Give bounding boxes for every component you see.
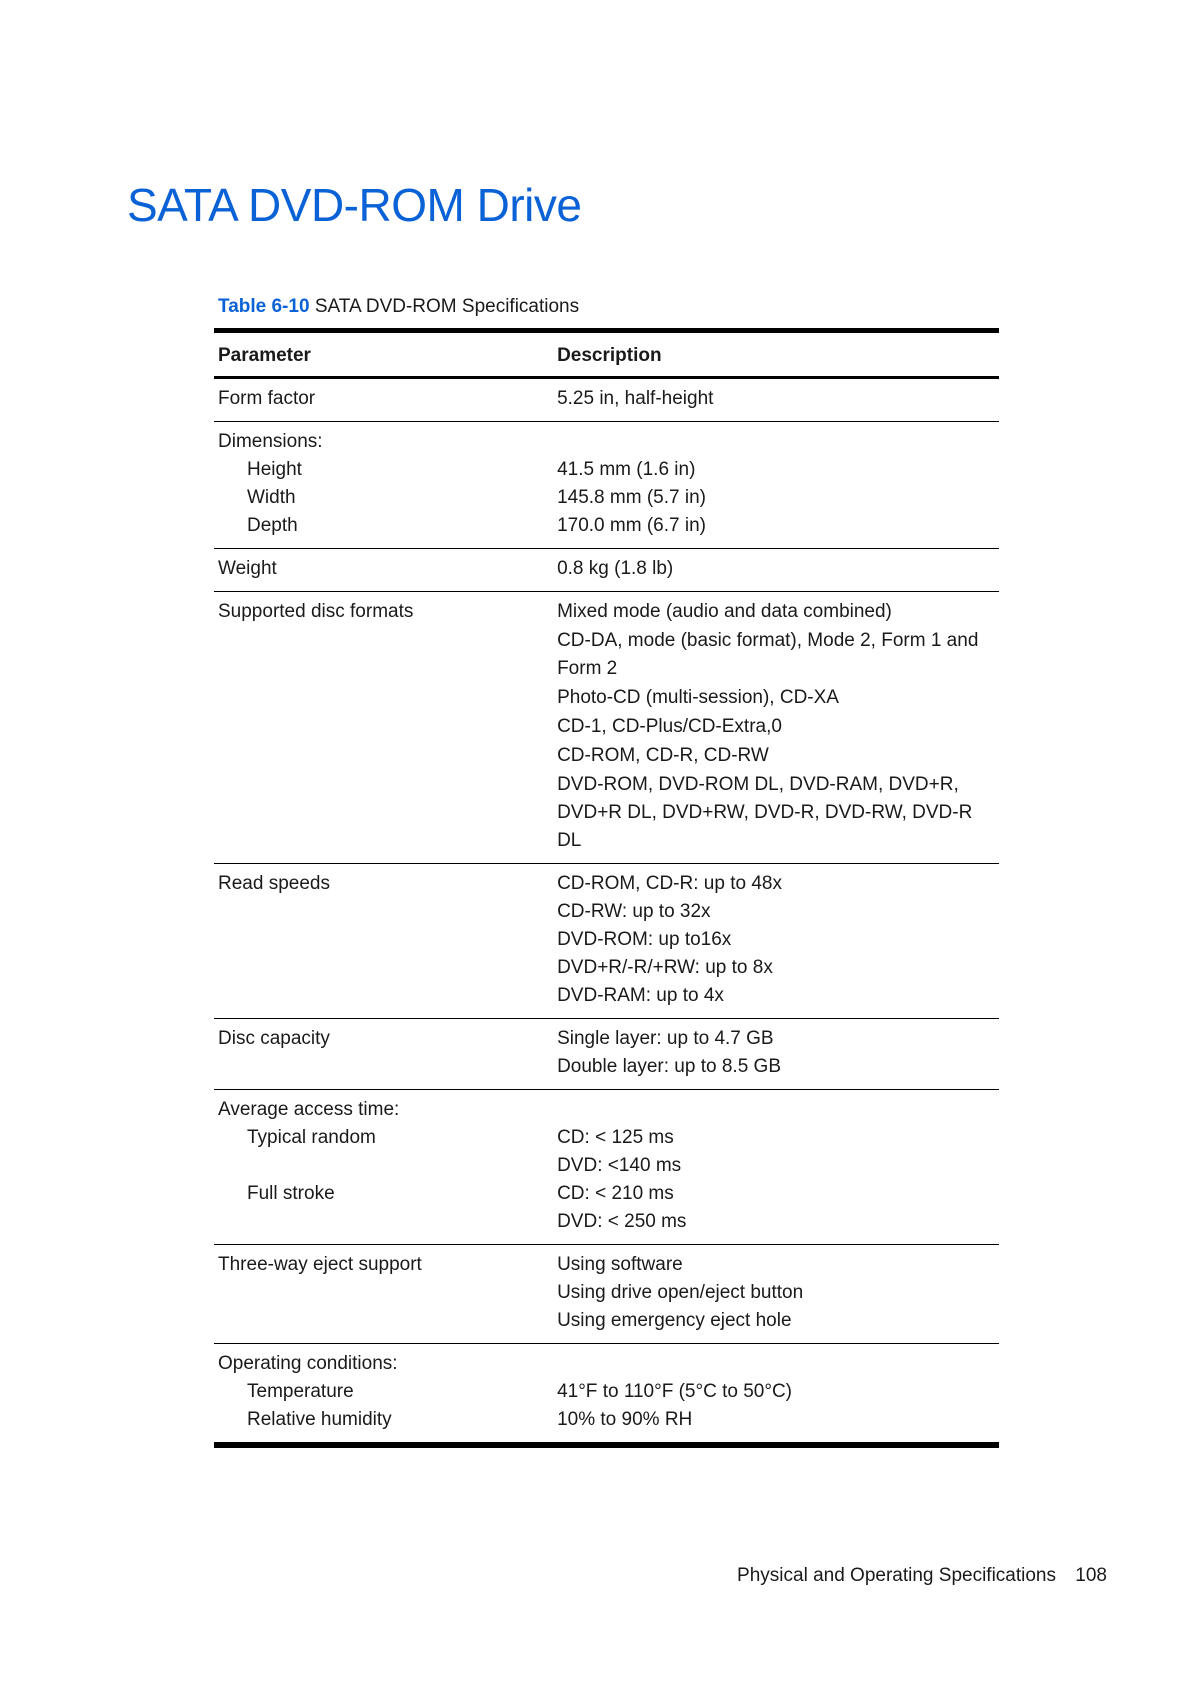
row-parameter bbox=[214, 864, 553, 1019]
description-line: CD: < 125 ms bbox=[557, 1127, 674, 1148]
parameter-label: Disc capacity bbox=[218, 1028, 330, 1049]
sub-parameter-label: Relative humidity bbox=[247, 1409, 392, 1430]
description-line: Using emergency eject hole bbox=[557, 1310, 792, 1331]
spacer bbox=[557, 428, 995, 456]
description-line: DVD-ROM, DVD-ROM DL, DVD-RAM, DVD+R, DVD+R DL, DVD+RW, DVD-R, DVD-RW, DVD-R DL bbox=[557, 774, 973, 851]
table-row bbox=[214, 1090, 999, 1245]
description-line: DVD: <140 ms bbox=[557, 1155, 682, 1176]
row-description bbox=[553, 592, 999, 864]
description-line: 5.25 in, half-height bbox=[557, 388, 714, 409]
table-row bbox=[214, 549, 999, 592]
description-line: CD: < 210 ms bbox=[557, 1183, 674, 1204]
table-row bbox=[214, 378, 999, 422]
row-description bbox=[553, 1090, 999, 1245]
table-caption bbox=[218, 296, 579, 318]
parameter-label: Operating conditions: bbox=[218, 1353, 398, 1374]
sub-parameter-label: Depth bbox=[247, 515, 298, 536]
sub-parameter-label: Typical random bbox=[247, 1127, 376, 1148]
description-line: CD-ROM, CD-R: up to 48x bbox=[557, 873, 782, 894]
row-parameter bbox=[214, 422, 553, 549]
description-line: Double layer: up to 8.5 GB bbox=[557, 1056, 781, 1077]
row-parameter bbox=[214, 1245, 553, 1344]
sub-parameter-label: Width bbox=[247, 487, 296, 508]
table-row bbox=[214, 592, 999, 864]
parameter-label: Dimensions: bbox=[218, 431, 323, 452]
description-line: CD-ROM, CD-R, CD-RW bbox=[557, 745, 769, 766]
parameter-label: Form factor bbox=[218, 388, 316, 409]
table-row bbox=[214, 422, 999, 549]
description-line: DVD-RAM: up to 4x bbox=[557, 985, 724, 1006]
parameter-label: Supported disc formats bbox=[218, 601, 414, 622]
description-line: Using drive open/eject button bbox=[557, 1282, 804, 1303]
row-parameter bbox=[214, 1019, 553, 1090]
table-row bbox=[214, 1019, 999, 1090]
parameter-label: Weight bbox=[218, 558, 277, 579]
description-line: Single layer: up to 4.7 GB bbox=[557, 1028, 774, 1049]
row-parameter bbox=[214, 549, 553, 592]
description-line: 0.8 kg (1.8 lb) bbox=[557, 558, 674, 579]
row-description bbox=[553, 378, 999, 422]
table-row bbox=[214, 1344, 999, 1446]
description-line: Using software bbox=[557, 1254, 683, 1275]
description-line: 145.8 mm (5.7 in) bbox=[557, 487, 706, 508]
row-parameter bbox=[214, 1344, 553, 1446]
sub-parameter-label: Full stroke bbox=[247, 1183, 335, 1204]
row-description bbox=[553, 549, 999, 592]
row-description bbox=[553, 1019, 999, 1090]
table-row bbox=[214, 1245, 999, 1344]
table-row bbox=[214, 864, 999, 1019]
parameter-label: Three-way eject support bbox=[218, 1254, 422, 1275]
row-description bbox=[553, 1344, 999, 1446]
table-caption-text: SATA DVD-ROM Specifications bbox=[314, 296, 580, 317]
row-description bbox=[553, 864, 999, 1019]
row-parameter bbox=[214, 592, 553, 864]
footer-section-title: Physical and Operating Specifications bbox=[737, 1565, 1057, 1586]
table-header-row bbox=[214, 331, 999, 378]
description-line: Photo-CD (multi-session), CD-XA bbox=[557, 687, 839, 708]
description-line: CD-RW: up to 32x bbox=[557, 901, 711, 922]
row-description bbox=[553, 422, 999, 549]
description-line: 41°F to 110°F (5°C to 50°C) bbox=[557, 1381, 792, 1402]
description-line: CD-1, CD-Plus/CD-Extra,0 bbox=[557, 716, 782, 737]
row-parameter bbox=[214, 1090, 553, 1245]
page-title: SATA DVD-ROM Drive bbox=[127, 179, 582, 231]
table-caption-label: Table 6-10 bbox=[218, 296, 310, 317]
description-line: DVD+R/-R/+RW: up to 8x bbox=[557, 957, 773, 978]
sub-parameter-label: Temperature bbox=[247, 1381, 354, 1402]
row-description bbox=[553, 1245, 999, 1344]
header-parameter: Parameter bbox=[218, 345, 311, 366]
spacer bbox=[218, 1152, 549, 1180]
parameter-label: Read speeds bbox=[218, 873, 330, 894]
description-line: Mixed mode (audio and data combined) bbox=[557, 601, 892, 622]
header-description: Description bbox=[557, 345, 662, 366]
description-line: 170.0 mm (6.7 in) bbox=[557, 515, 706, 536]
description-line: DVD: < 250 ms bbox=[557, 1211, 687, 1232]
row-parameter bbox=[214, 378, 553, 422]
spacer bbox=[557, 1096, 995, 1124]
description-line: 10% to 90% RH bbox=[557, 1409, 693, 1430]
description-line: CD-DA, mode (basic format), Mode 2, Form 1 and Form 2 bbox=[557, 630, 979, 679]
description-line: DVD-ROM: up to16x bbox=[557, 929, 732, 950]
parameter-label: Average access time: bbox=[218, 1099, 400, 1120]
specifications-table bbox=[214, 328, 999, 1448]
page-footer bbox=[737, 1565, 1107, 1587]
page-number: 108 bbox=[1075, 1565, 1107, 1586]
sub-parameter-label: Height bbox=[247, 459, 302, 480]
spacer bbox=[557, 1350, 995, 1378]
description-line: 41.5 mm (1.6 in) bbox=[557, 459, 696, 480]
